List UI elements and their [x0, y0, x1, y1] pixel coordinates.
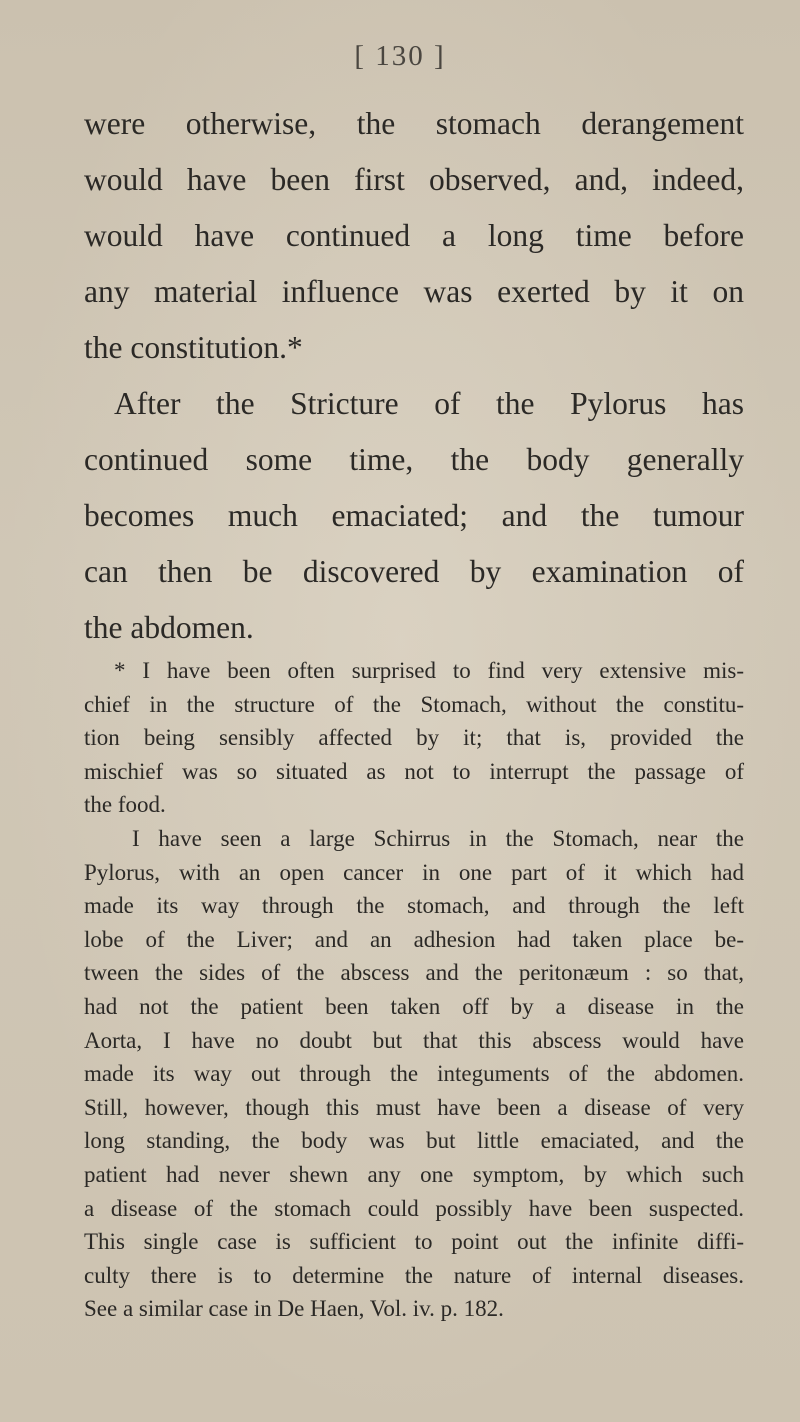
footnote-line: * I have been often surprised to find very extensive mis-	[114, 658, 744, 683]
footnote-line: a disease of the stomach could possibly have been suspected.	[84, 1195, 744, 1221]
footnote-line: I have seen a large Schirrus in the Stomach, near the	[132, 825, 744, 851]
footnote-line: made its way out through the integuments of the abdomen.	[84, 1061, 744, 1087]
footnote-line: made its way through the stomach, and through the left	[84, 893, 744, 919]
text-line: can then be discovered by examination of	[84, 554, 744, 589]
text-line: any material influence was exerted by it on	[84, 274, 744, 309]
text-line: the abdomen.	[84, 610, 254, 645]
footnote-line: Pylorus, with an open cancer in one part of it which had	[84, 859, 744, 885]
footnote-line: tion being sensibly affected by it; that is, provided the	[84, 725, 744, 751]
text-line: were otherwise, the stomach derangement	[84, 106, 744, 141]
footnote-line: chief in the structure of the Stomach, without the constitu-	[84, 691, 744, 717]
footnote-line: Aorta, I have no doubt but that this abscess would have	[84, 1027, 744, 1053]
footnote-line: tween the sides of the abscess and the peritonæum : so that,	[84, 960, 744, 986]
footnote-line: the food.	[84, 792, 166, 818]
text-line: After the Stricture of the Pylorus has	[114, 386, 744, 421]
footnote-line: culty there is to determine the nature of internal diseases.	[84, 1262, 744, 1288]
footnote-line: patient had never shewn any one symptom, by which such	[84, 1161, 744, 1187]
footnote-line: mischief was so situated as not to interrupt the passage of	[84, 758, 744, 784]
footnote-line: This single case is sufficient to point out the infinite diffi-	[84, 1229, 744, 1255]
footnote-line: long standing, the body was but little emaciated, and the	[84, 1128, 744, 1154]
main-text	[84, 96, 744, 656]
text-line: would have been first observed, and, indeed,	[84, 162, 744, 197]
footnote-line: See a similar case in De Haen, Vol. iv. p. 182.	[84, 1296, 504, 1322]
footnote-line: Still, however, though this must have been a disease of very	[84, 1094, 744, 1120]
footnote-line: had not the patient been taken off by a disease in the	[84, 993, 744, 1019]
footnote	[84, 654, 744, 1326]
text-line: becomes much emaciated; and the tumour	[84, 498, 744, 533]
text-line: the constitution.*	[84, 330, 303, 365]
text-line: would have continued a long time before	[84, 218, 744, 253]
text-line: continued some time, the body generally	[84, 442, 744, 477]
footnote-line: lobe of the Liver; and an adhesion had taken place be-	[84, 926, 744, 952]
page-number: [ 130 ]	[354, 40, 446, 72]
